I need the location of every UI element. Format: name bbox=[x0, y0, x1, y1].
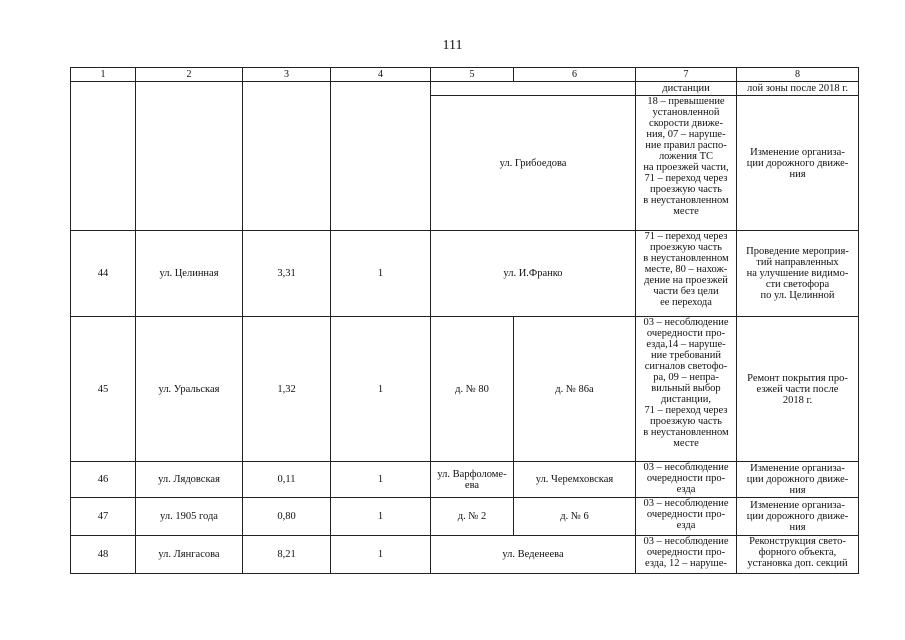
cell-measures: Изменение организа- ции дорожного движе- ния bbox=[737, 96, 859, 231]
cell-segment: ул. Веденеева bbox=[431, 536, 636, 574]
cell-measures: Реконструкция свето- форного объекта, установка доп. секций bbox=[737, 536, 859, 574]
header-row bbox=[71, 68, 859, 82]
cell-measures: Проведение мероприя- тий направленных на улучшение видимо- сти светофора по ул. Целинной bbox=[737, 231, 859, 317]
header-cell: 5 bbox=[431, 68, 514, 82]
table-row bbox=[71, 231, 859, 317]
cell-violations: 03 – несоблюдение очередности про- езда bbox=[636, 462, 737, 498]
cell-violations: 03 – несоблюдение очередности про- езда,14 – наруше- ние требований сигналов светофо- ра, 09 – непра- вильный выбор дистанции, 71 – переход через проезжую часть в неустановленном месте bbox=[636, 317, 737, 462]
table-row bbox=[71, 82, 859, 96]
cell-street: ул. 1905 года bbox=[136, 498, 243, 536]
cell-num bbox=[71, 82, 136, 231]
cell-segment: ул. Грибоедова bbox=[431, 96, 636, 231]
cell-length: 3,31 bbox=[243, 231, 331, 317]
cell-segment-empty bbox=[431, 82, 636, 96]
header-cell: 8 bbox=[737, 68, 859, 82]
cell-measures-cont: лой зоны после 2018 г. bbox=[737, 82, 859, 96]
header-cell: 1 bbox=[71, 68, 136, 82]
header-cell: 7 bbox=[636, 68, 737, 82]
header-cell: 6 bbox=[514, 68, 636, 82]
cell-count: 1 bbox=[331, 536, 431, 574]
cell-count: 1 bbox=[331, 462, 431, 498]
cell-measures: Изменение организа- ции дорожного движе- ния bbox=[737, 498, 859, 536]
cell-from: д. № 80 bbox=[431, 317, 514, 462]
page-number: 111 bbox=[442, 38, 463, 53]
cell-from: д. № 2 bbox=[431, 498, 514, 536]
cell-length: 8,21 bbox=[243, 536, 331, 574]
table-row bbox=[71, 536, 859, 574]
table-row bbox=[71, 462, 859, 498]
cell-length: 0,80 bbox=[243, 498, 331, 536]
header-cell: 3 bbox=[243, 68, 331, 82]
cell-num: 48 bbox=[71, 536, 136, 574]
table-row bbox=[71, 317, 859, 462]
cell-num: 46 bbox=[71, 462, 136, 498]
cell-street bbox=[136, 82, 243, 231]
cell-violations-cont: дистанции bbox=[636, 82, 737, 96]
cell-segment: ул. И.Франко bbox=[431, 231, 636, 317]
cell-violations: 71 – переход через проезжую часть в неустановленном месте, 80 – нахож- дение на проезжей части без цели ее перехода bbox=[636, 231, 737, 317]
cell-to: д. № 6 bbox=[514, 498, 636, 536]
cell-street: ул. Уральская bbox=[136, 317, 243, 462]
cell-num: 47 bbox=[71, 498, 136, 536]
header-cell: 2 bbox=[136, 68, 243, 82]
cell-to: ул. Черемховская bbox=[514, 462, 636, 498]
cell-street: ул. Лядовская bbox=[136, 462, 243, 498]
cell-measures: Изменение организа- ции дорожного движе- ния bbox=[737, 462, 859, 498]
cell-count: 1 bbox=[331, 498, 431, 536]
table-row bbox=[71, 498, 859, 536]
cell-to: д. № 86а bbox=[514, 317, 636, 462]
accident-locations-table bbox=[70, 67, 859, 574]
cell-count: 1 bbox=[331, 317, 431, 462]
header-cell: 4 bbox=[331, 68, 431, 82]
cell-violations: 03 – несоблюдение очередности про- езда bbox=[636, 498, 737, 536]
cell-num: 44 bbox=[71, 231, 136, 317]
cell-street: ул. Лянгасова bbox=[136, 536, 243, 574]
cell-violations: 18 – превышение установленной скорости движе- ния, 07 – наруше- ние правил распо- ложения ТС на проезжей части, 71 – переход через проезжую часть в неустановленном месте bbox=[636, 96, 737, 231]
cell-from: ул. Варфоломе- ева bbox=[431, 462, 514, 498]
cell-num: 45 bbox=[71, 317, 136, 462]
cell-street: ул. Целинная bbox=[136, 231, 243, 317]
cell-measures: Ремонт покрытия про- езжей части после 2018 г. bbox=[737, 317, 859, 462]
cell-count: 1 bbox=[331, 231, 431, 317]
cell-length: 1,32 bbox=[243, 317, 331, 462]
cell-length: 0,11 bbox=[243, 462, 331, 498]
cell-length bbox=[243, 82, 331, 231]
cell-violations: 03 – несоблюдение очередности про- езда, 12 – наруше- bbox=[636, 536, 737, 574]
cell-count bbox=[331, 82, 431, 231]
